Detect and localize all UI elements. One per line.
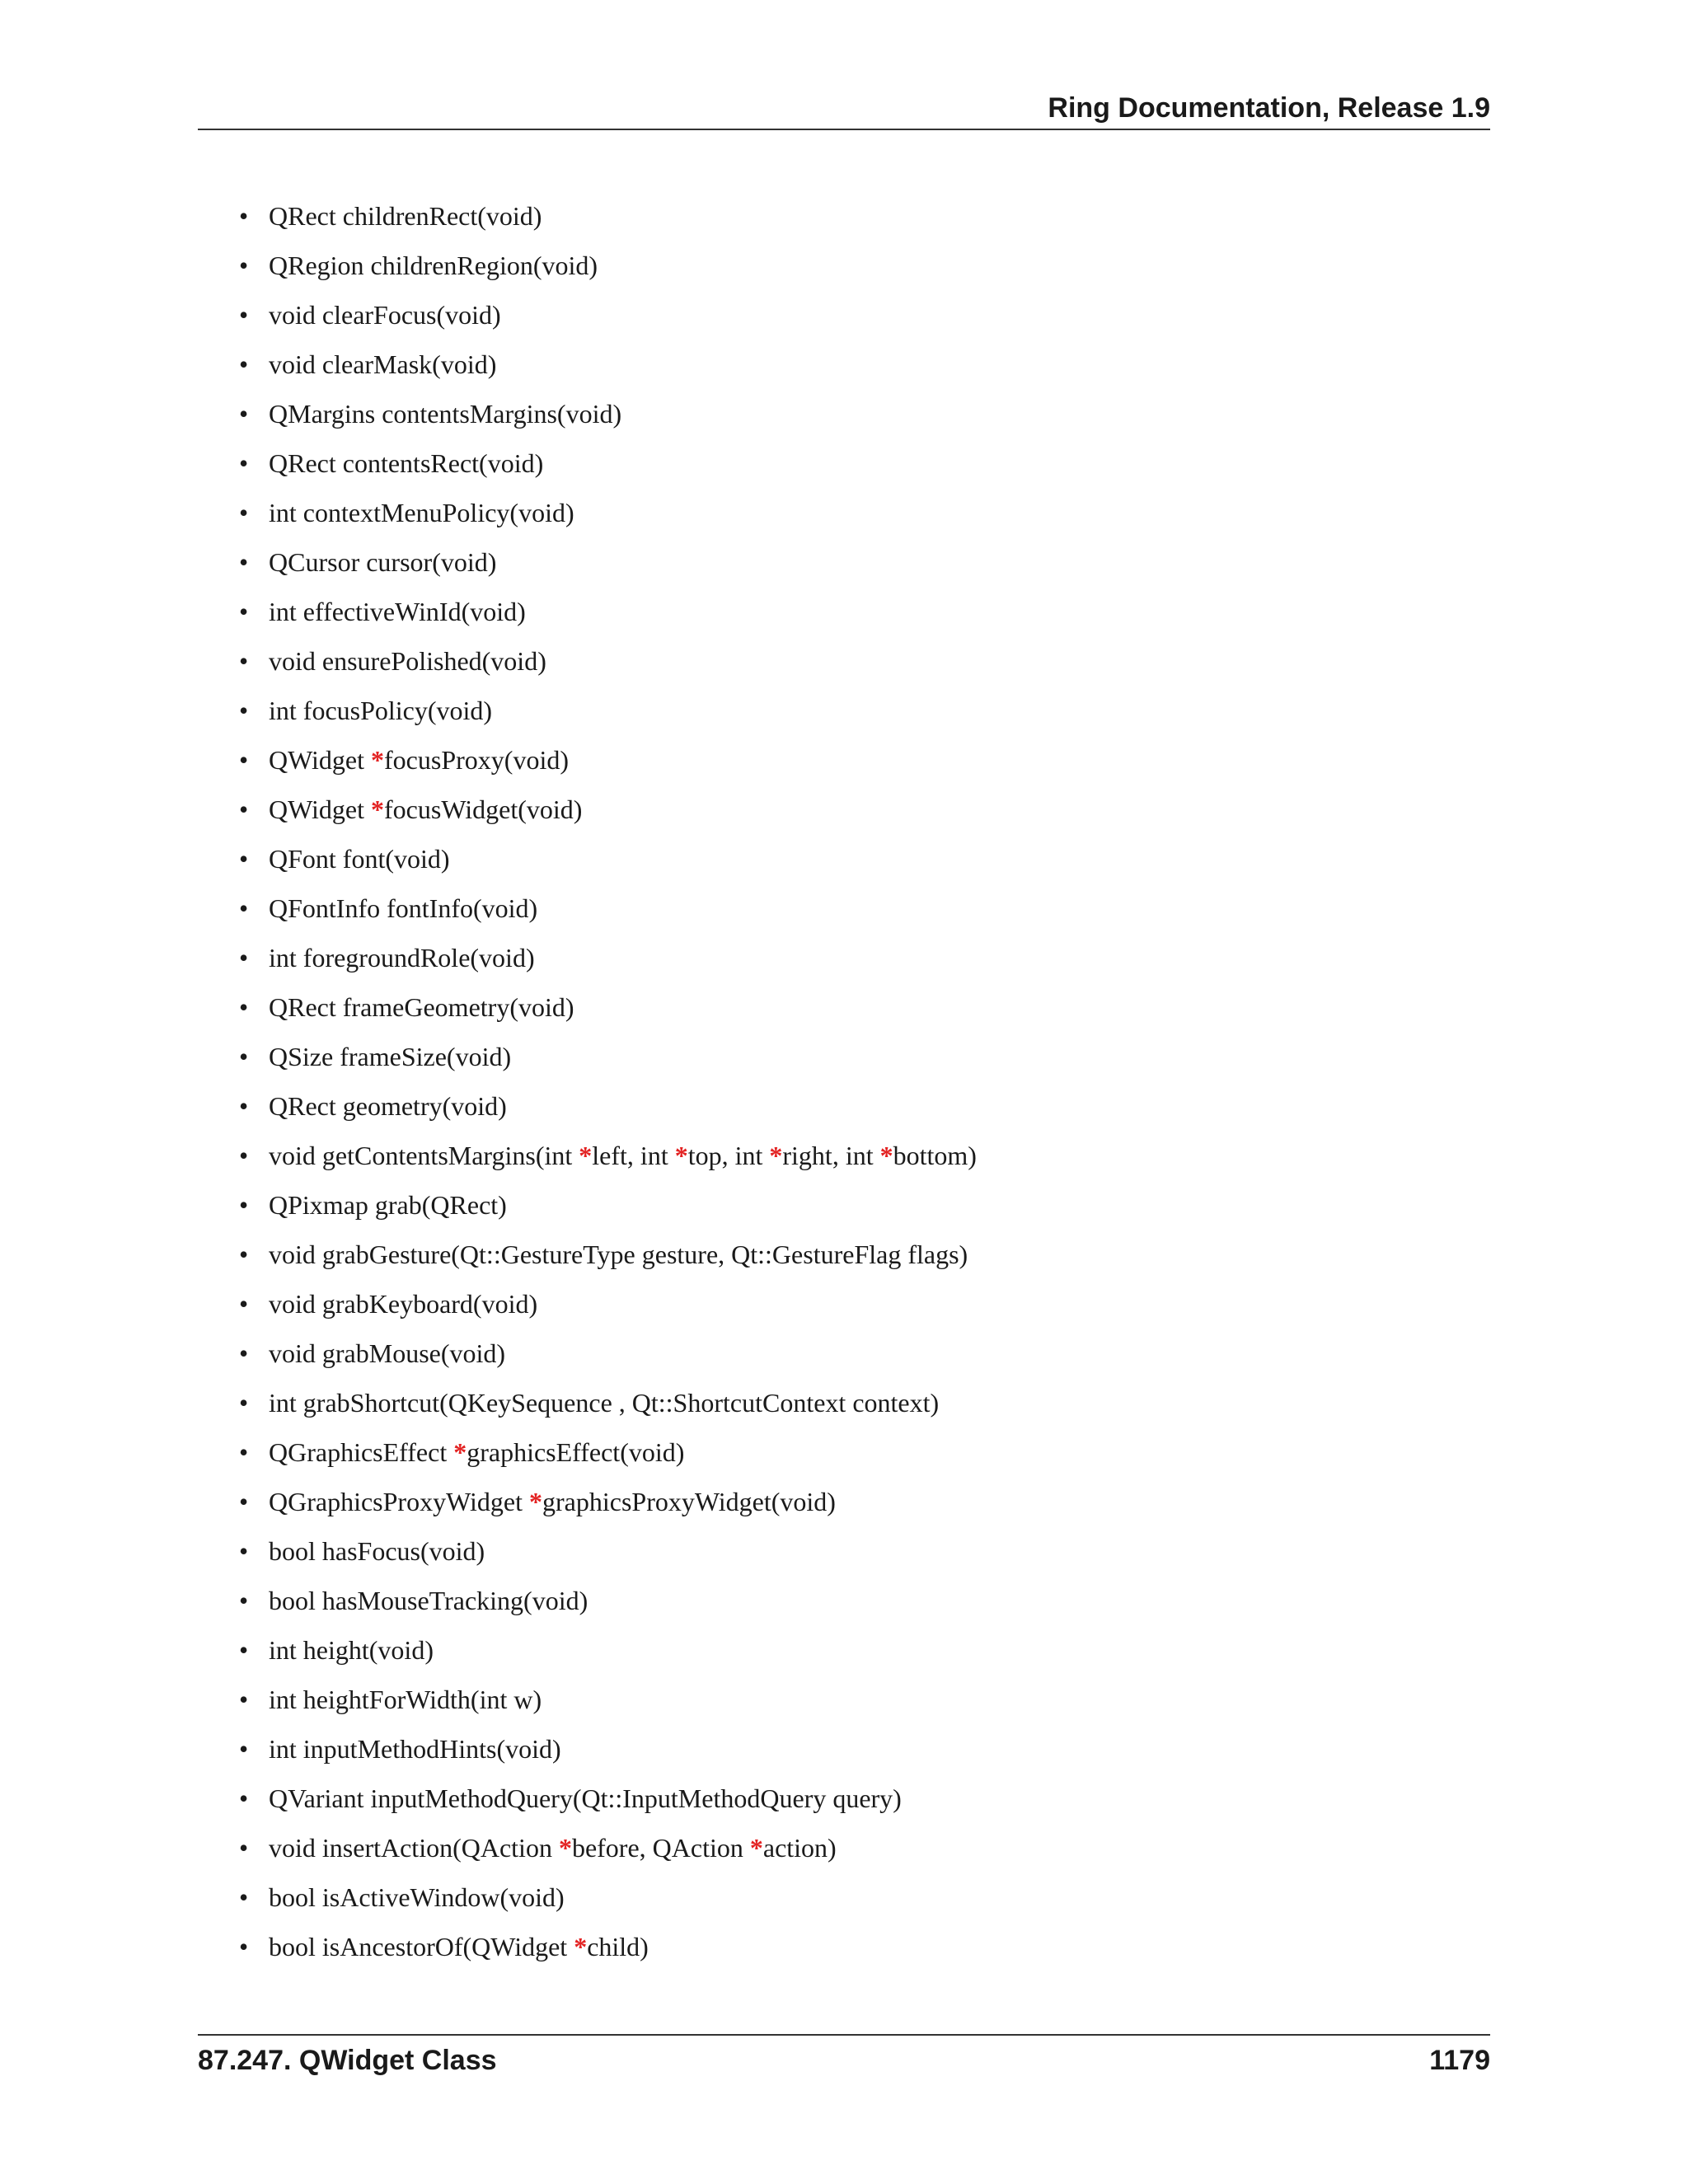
asterisk-icon: * <box>674 1141 688 1170</box>
method-signature-text: QRegion childrenRegion(void) <box>269 251 598 280</box>
asterisk-icon: * <box>453 1437 467 1467</box>
method-signature-text: QWidget <box>269 794 372 824</box>
method-signature-text: int contextMenuPolicy(void) <box>269 498 574 527</box>
list-item <box>239 987 977 1036</box>
list-item <box>239 937 977 987</box>
method-signature-text: QRect contentsRect(void) <box>269 448 544 478</box>
list-item <box>239 294 977 344</box>
bullet-icon: • <box>239 696 249 725</box>
method-signature-text: void grabMouse(void) <box>269 1338 506 1368</box>
list-item <box>239 1085 977 1135</box>
bullet-icon: • <box>239 1289 249 1319</box>
method-signature-text: int height(void) <box>269 1635 434 1665</box>
page-number: 1179 <box>1429 2045 1490 2076</box>
method-signature-text: before, QAction <box>571 1833 750 1863</box>
bullet-icon: • <box>239 1685 249 1714</box>
bullet-icon: • <box>239 349 249 379</box>
list-item <box>239 1679 977 1728</box>
list-item <box>239 1184 977 1234</box>
bullet-icon: • <box>239 943 249 972</box>
list-item <box>239 1877 977 1926</box>
bullet-icon: • <box>239 251 249 280</box>
asterisk-icon: * <box>558 1833 572 1863</box>
method-signature-text: void grabGesture(Qt::GestureType gesture, Qt::GestureFlag flags) <box>269 1240 968 1269</box>
asterisk-icon: * <box>371 794 385 824</box>
bullet-icon: • <box>239 1190 249 1220</box>
list-item <box>239 344 977 393</box>
bullet-icon: • <box>239 992 249 1022</box>
bullet-icon: • <box>239 1635 249 1665</box>
method-signature-text: bottom) <box>893 1141 977 1170</box>
method-signature-text: graphicsProxyWidget(void) <box>542 1487 836 1516</box>
list-item <box>239 591 977 640</box>
bullet-icon: • <box>239 794 249 824</box>
header-title: Ring Documentation, Release 1.9 <box>1048 92 1490 124</box>
list-item <box>239 393 977 443</box>
asterisk-icon: * <box>371 745 385 775</box>
bullet-icon: • <box>239 547 249 577</box>
list-item <box>239 443 977 492</box>
method-signature-text: int inputMethodHints(void) <box>269 1734 561 1764</box>
method-signature-text: void ensurePolished(void) <box>269 646 546 676</box>
method-signature-text: bool isAncestorOf(QWidget <box>269 1932 574 1961</box>
method-signature-text: int focusPolicy(void) <box>269 696 493 725</box>
method-signature-text: int grabShortcut(QKeySequence , Qt::ShortcutContext context) <box>269 1388 940 1418</box>
page-footer <box>198 2034 1490 2076</box>
list-item <box>239 1926 977 1975</box>
list-item <box>239 690 977 739</box>
list-item <box>239 1530 977 1580</box>
method-list <box>239 195 977 1975</box>
list-item <box>239 838 977 888</box>
method-signature-text: graphicsEffect(void) <box>467 1437 685 1467</box>
method-signature-text: void clearFocus(void) <box>269 300 501 330</box>
method-signature-text: focusWidget(void) <box>384 794 583 824</box>
list-item <box>239 739 977 789</box>
bullet-icon: • <box>239 1783 249 1813</box>
list-item <box>239 1382 977 1432</box>
bullet-icon: • <box>239 646 249 676</box>
page-header <box>198 91 1490 130</box>
bullet-icon: • <box>239 1042 249 1071</box>
bullet-icon: • <box>239 1091 249 1121</box>
bullet-icon: • <box>239 844 249 874</box>
method-signature-text: QRect frameGeometry(void) <box>269 992 574 1022</box>
method-signature-text: bool hasFocus(void) <box>269 1536 485 1566</box>
list-item <box>239 1135 977 1184</box>
bullet-icon: • <box>239 1586 249 1615</box>
bullet-icon: • <box>239 1338 249 1368</box>
asterisk-icon: * <box>749 1833 763 1863</box>
asterisk-icon: * <box>528 1487 542 1516</box>
footer-section-title: 87.247. QWidget Class <box>198 2045 497 2076</box>
bullet-icon: • <box>239 1734 249 1764</box>
method-signature-text: int effectiveWinId(void) <box>269 597 526 626</box>
method-signature-text: int foregroundRole(void) <box>269 943 535 972</box>
method-signature-text: QCursor cursor(void) <box>269 547 497 577</box>
method-signature-text: QFontInfo fontInfo(void) <box>269 893 538 923</box>
list-item <box>239 541 977 591</box>
asterisk-icon: * <box>769 1141 783 1170</box>
method-signature-text: void grabKeyboard(void) <box>269 1289 538 1319</box>
method-signature-text: child) <box>587 1932 649 1961</box>
bullet-icon: • <box>239 745 249 775</box>
method-signature-text: QRect childrenRect(void) <box>269 201 542 231</box>
method-signature-text: QPixmap grab(QRect) <box>269 1190 507 1220</box>
bullet-icon: • <box>239 1487 249 1516</box>
list-item <box>239 1432 977 1481</box>
method-signature-text: QVariant inputMethodQuery(Qt::InputMethodQuery query) <box>269 1783 902 1813</box>
method-signature-text: left, int <box>592 1141 675 1170</box>
method-signature-text: QWidget <box>269 745 372 775</box>
list-item <box>239 1036 977 1085</box>
bullet-icon: • <box>239 893 249 923</box>
bullet-icon: • <box>239 1833 249 1863</box>
list-item <box>239 888 977 937</box>
bullet-icon: • <box>239 448 249 478</box>
method-signature-text: right, int <box>782 1141 880 1170</box>
method-signature-text: action) <box>762 1833 837 1863</box>
method-signature-text: void getContentsMargins(int <box>269 1141 579 1170</box>
asterisk-icon: * <box>579 1141 593 1170</box>
method-signature-text: int heightForWidth(int w) <box>269 1685 542 1714</box>
list-item <box>239 1234 977 1283</box>
method-signature-text: QGraphicsProxyWidget <box>269 1487 529 1516</box>
method-signature-text: top, int <box>687 1141 770 1170</box>
list-item <box>239 640 977 690</box>
bullet-icon: • <box>239 1388 249 1418</box>
method-signature-text: QRect geometry(void) <box>269 1091 507 1121</box>
asterisk-icon: * <box>574 1932 588 1961</box>
method-signature-text: QSize frameSize(void) <box>269 1042 512 1071</box>
method-signature-text: QMargins contentsMargins(void) <box>269 399 622 429</box>
bullet-icon: • <box>239 399 249 429</box>
list-item <box>239 789 977 838</box>
bullet-icon: • <box>239 1882 249 1912</box>
list-item <box>239 1580 977 1629</box>
list-item <box>239 1778 977 1827</box>
list-item <box>239 1827 977 1877</box>
list-item <box>239 1333 977 1382</box>
method-signature-text: void insertAction(QAction <box>269 1833 559 1863</box>
bullet-icon: • <box>239 1437 249 1467</box>
list-item <box>239 245 977 294</box>
method-signature-text: bool hasMouseTracking(void) <box>269 1586 588 1615</box>
bullet-icon: • <box>239 201 249 231</box>
method-signature-text: focusProxy(void) <box>384 745 569 775</box>
method-signature-text: QFont font(void) <box>269 844 450 874</box>
bullet-icon: • <box>239 1240 249 1269</box>
asterisk-icon: * <box>879 1141 893 1170</box>
method-signature-text: void clearMask(void) <box>269 349 497 379</box>
bullet-icon: • <box>239 1536 249 1566</box>
bullet-icon: • <box>239 1141 249 1170</box>
list-item <box>239 492 977 541</box>
method-signature-text: bool isActiveWindow(void) <box>269 1882 565 1912</box>
bullet-icon: • <box>239 597 249 626</box>
list-item <box>239 1728 977 1778</box>
method-signature-text: QGraphicsEffect <box>269 1437 454 1467</box>
list-item <box>239 1481 977 1530</box>
bullet-icon: • <box>239 1932 249 1961</box>
list-item <box>239 1629 977 1679</box>
bullet-icon: • <box>239 498 249 527</box>
list-item <box>239 1283 977 1333</box>
list-item <box>239 195 977 245</box>
bullet-icon: • <box>239 300 249 330</box>
